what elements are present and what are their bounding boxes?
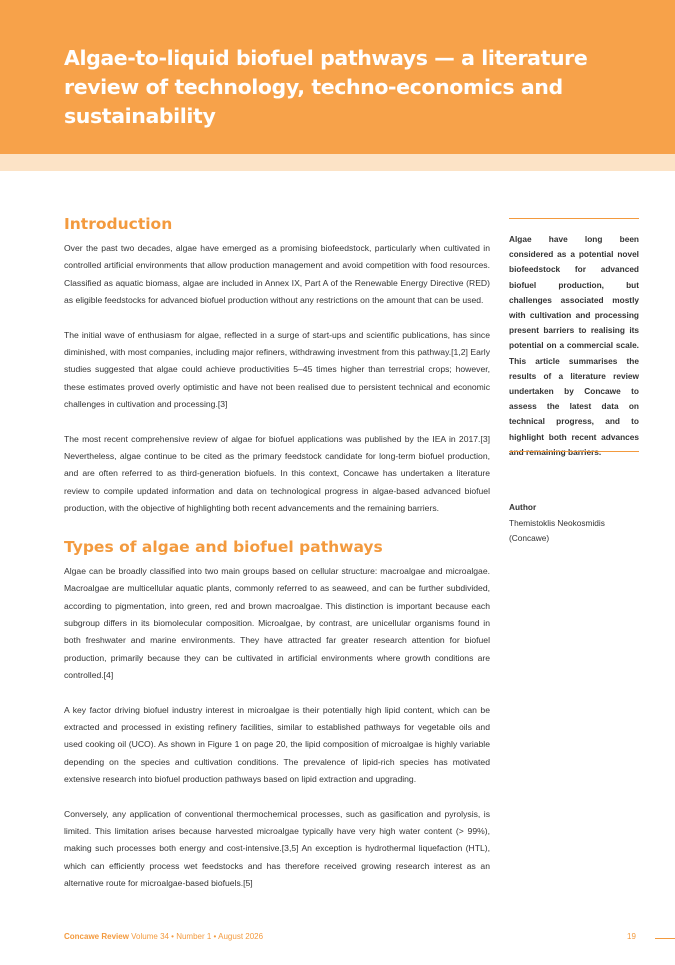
article-title: Algae-to-liquid biofuel pathways — a literature review of technology, techno-economics and sustainability: [64, 46, 588, 128]
body-paragraph: The initial wave of enthusiasm for algae, reflected in a surge of start-ups and scientific publications, has since diminished, with most companies, including major refiners, withdrawing investment from this pathway.[1,2] Early studies suggested that algae could achieve productivities 5–45 times higher than terrestrial crops; however, these estimates proved overly optimistic and have not been realised due to persistent technical and economic challenges in cultivation and processing.[3]: [64, 329, 490, 410]
section-heading-types: Types of algae and biofuel pathways: [64, 537, 383, 556]
page-number: 19: [627, 932, 636, 941]
header-accent-strip: [0, 154, 675, 171]
issue-info: Volume 34 • Number 1 • August 2026: [131, 932, 264, 941]
body-paragraph: Algae can be broadly classified into two main groups based on cellular structure: macroalgae and microalgae. Macroalgae are multicellular aquatic plants, commonly referred to as seaweed, and can be further subdivided, according to pigmentation, into green, red and brown macroalgae. This distinction is important because each subgroup differs in its biomolecular composition. Microalgae, by contrast, are unicellular organisms found in both freshwater and marine environments. They have attracted far greater research attention for biofuel production, primarily because they can be cultivated in artificial environments where growth conditions are controlled.[4]: [64, 565, 490, 681]
body-paragraph: Over the past two decades, algae have emerged as a promising biofeedstock, particularly when cultivated in controlled artificial environments that allow production management and avoid competition with food resources. Classified as aquatic biomass, algae are included in Annex IX, Part A of the Renewable Energy Directive (RED) as eligible feedstocks for advanced biofuel production without any restrictions on the amount that can be used.: [64, 243, 490, 306]
publication-name: Concawe Review: [64, 932, 129, 941]
sidebar-bottom-rule: [509, 451, 639, 452]
sidebar-summary: Algae have long been considered as a potential novel biofeedstock for advanced biofuel production, but challenges associated mostly with cultivation and processing present barriers to realising its potential on a commercial scale. This article summarises the results of a literature review undertaken by Concawe to assess the latest data on technical progress, and to highlight both recent advances and remaining barriers.: [509, 234, 639, 457]
author-organisation: (Concawe): [509, 532, 550, 543]
author-label: Author: [509, 502, 537, 512]
body-paragraph: The most recent comprehensive review of algae for biofuel applications was published by the IEA in 2017.[3] Nevertheless, algae continue to be cited as the primary feedstock candidate for long-term biofuel production, and are often referred to as third-generation biofuels. In this context, Concawe has undertaken a literature review to compile updated information and data on technological progress in algae-based advanced biofuel production, with the objective of highlighting both recent advancements and the remaining barriers.: [64, 433, 490, 514]
sidebar-top-rule: [509, 218, 639, 219]
page-footer: [64, 932, 263, 941]
header-banner: [0, 0, 675, 154]
footer-rule: [655, 938, 675, 939]
author-name: Themistoklis Neokosmidis: [509, 518, 605, 528]
body-paragraph: A key factor driving biofuel industry interest in microalgae is their potentially high lipid content, which can be extracted and processed in existing refinery facilities, similar to established pathways for vegetable oils and used cooking oil (UCO). As shown in Figure 1 on page 20, the lipid composition of microalgae is highly variable depending on the species and cultivation conditions. The prevalence of lipid-rich species has motivated extensive research into biofuel production pathways based on lipid extraction and upgrading.: [64, 704, 490, 785]
main-column: [64, 214, 490, 893]
body-paragraph: Conversely, any application of conventional thermochemical processes, such as gasification and pyrolysis, is limited. This limitation arises because harvested microalgae typically have very high water content (> 99%), making such processes both energy and cost-intensive.[3,5] An exception is hydrothermal liquefaction (HTL), which can efficiently process wet feedstocks and has therefore received growing research interest as an alternative route for microalgae-based biofuels.[5]: [64, 808, 490, 889]
author-info: [509, 516, 639, 545]
section-heading-introduction: Introduction: [64, 215, 173, 233]
